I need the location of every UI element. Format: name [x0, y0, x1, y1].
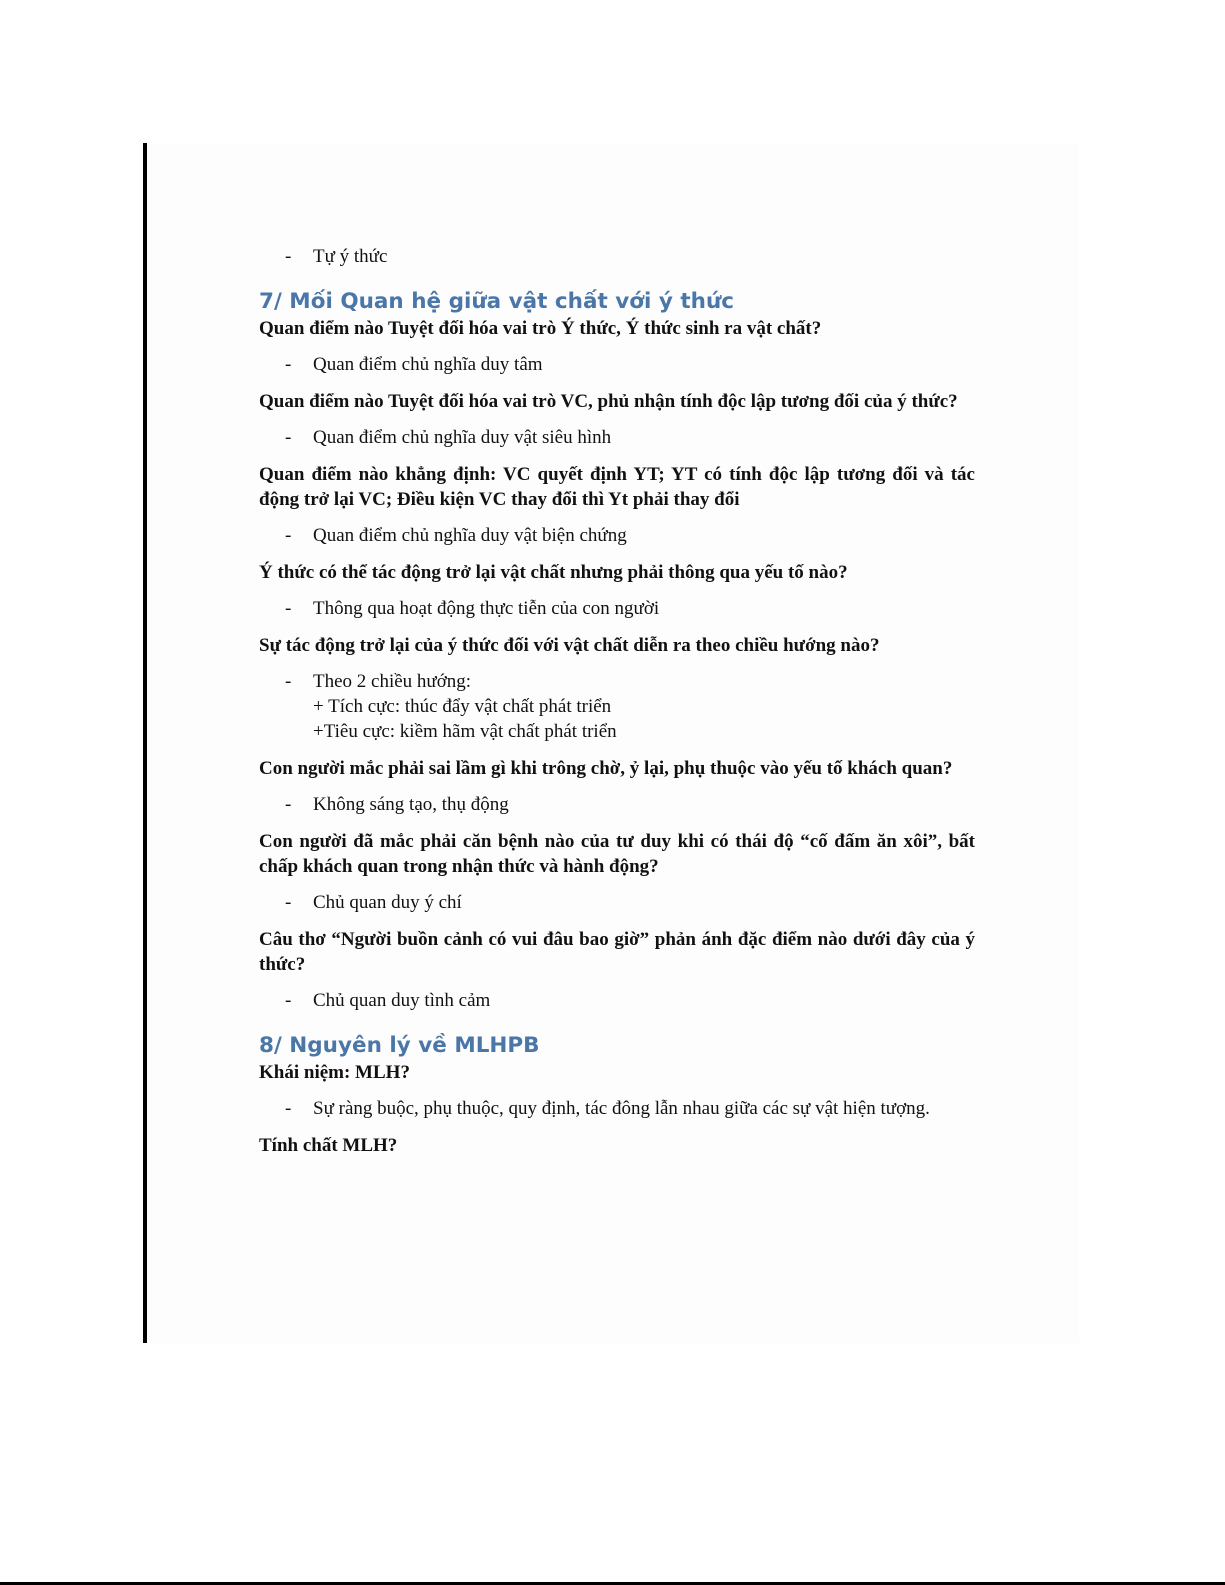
bullet-dash: - [285, 1098, 292, 1119]
answer-line: Quan điểm chủ nghĩa duy vật biện chứng [313, 525, 627, 546]
answer-line: Chủ quan duy ý chí [313, 892, 462, 913]
question-text: Con người mắc phải sai lầm gì khi trông chờ, ỷ lại, phụ thuộc vào yếu tố khách quan? [259, 758, 953, 779]
bullet-dash: - [285, 246, 292, 267]
answer-bullet [259, 792, 975, 817]
section-heading: 7/ Mối Quan hệ giữa vật chất với ý thức [259, 289, 735, 314]
question-text: Ý thức có thể tác động trở lại vật chất nhưng phải thông qua yếu tố nào? [259, 562, 848, 583]
bullet-dash: - [285, 525, 292, 546]
answer-bullet [259, 352, 975, 377]
answer-bullet [259, 988, 975, 1013]
answer-line: +Tiêu cực: kiềm hãm vật chất phát triển [313, 721, 617, 742]
bullet-dash: - [285, 892, 292, 913]
bullet-dash: - [285, 794, 292, 815]
answer-line: Không sáng tạo, thụ động [313, 794, 509, 815]
answer-line: Theo 2 chiều hướng: [313, 671, 472, 692]
question-text: Quan điểm nào khẳng định: VC quyết định YT; YT có tính độc lập tương đối và tác động trở lại VC; Điều kiện VC thay đổi thì Yt phải thay đổi [259, 464, 975, 510]
bullet-dash: - [285, 671, 292, 692]
bullet-dash: - [285, 427, 292, 448]
answer-bullet [259, 244, 975, 269]
answer-bullet [259, 523, 975, 548]
question-text: Câu thơ “Người buồn cảnh có vui đâu bao giờ” phản ánh đặc điểm nào dưới đây của ý thức? [259, 929, 975, 975]
answer-line: Quan điểm chủ nghĩa duy tâm [313, 354, 543, 375]
answer-bullet [259, 425, 975, 450]
question-text: Quan điểm nào Tuyệt đối hóa vai trò Ý thức, Ý thức sinh ra vật chất? [259, 318, 822, 339]
answer-bullet [259, 1096, 975, 1121]
answer-line: Tự ý thức [313, 246, 388, 267]
answer-line: + Tích cực: thúc đẩy vật chất phát triển [313, 696, 612, 717]
question-text: Sự tác động trở lại của ý thức đối với vật chất diễn ra theo chiều hướng nào? [259, 635, 880, 656]
question-text: Khái niệm: MLH? [259, 1062, 410, 1083]
answer-line: Chủ quan duy tình cảm [313, 990, 491, 1011]
answer-line: Sự ràng buộc, phụ thuộc, quy định, tác đông lẫn nhau giữa các sự vật hiện tượng. [313, 1098, 930, 1119]
answer-bullet [259, 596, 975, 621]
bullet-dash: - [285, 354, 292, 375]
document-content [259, 244, 975, 1169]
question-text: Tính chất MLH? [259, 1135, 398, 1156]
question-text: Quan điểm nào Tuyệt đối hóa vai trò VC, phủ nhận tính độc lập tương đối của ý thức? [259, 391, 958, 412]
bullet-dash: - [285, 990, 292, 1011]
answer-line: Quan điểm chủ nghĩa duy vật siêu hình [313, 427, 612, 448]
answer-line: Thông qua hoạt động thực tiễn của con người [313, 598, 660, 619]
answer-bullet [259, 890, 975, 915]
answer-bullet [259, 669, 975, 744]
bullet-dash: - [285, 598, 292, 619]
section-heading: 8/ Nguyên lý về MLHPB [259, 1033, 540, 1058]
question-text: Con người đã mắc phải căn bệnh nào của tư duy khi có thái độ “cố đấm ăn xôi”, bất chấp khách quan trong nhận thức và hành động? [259, 831, 975, 877]
